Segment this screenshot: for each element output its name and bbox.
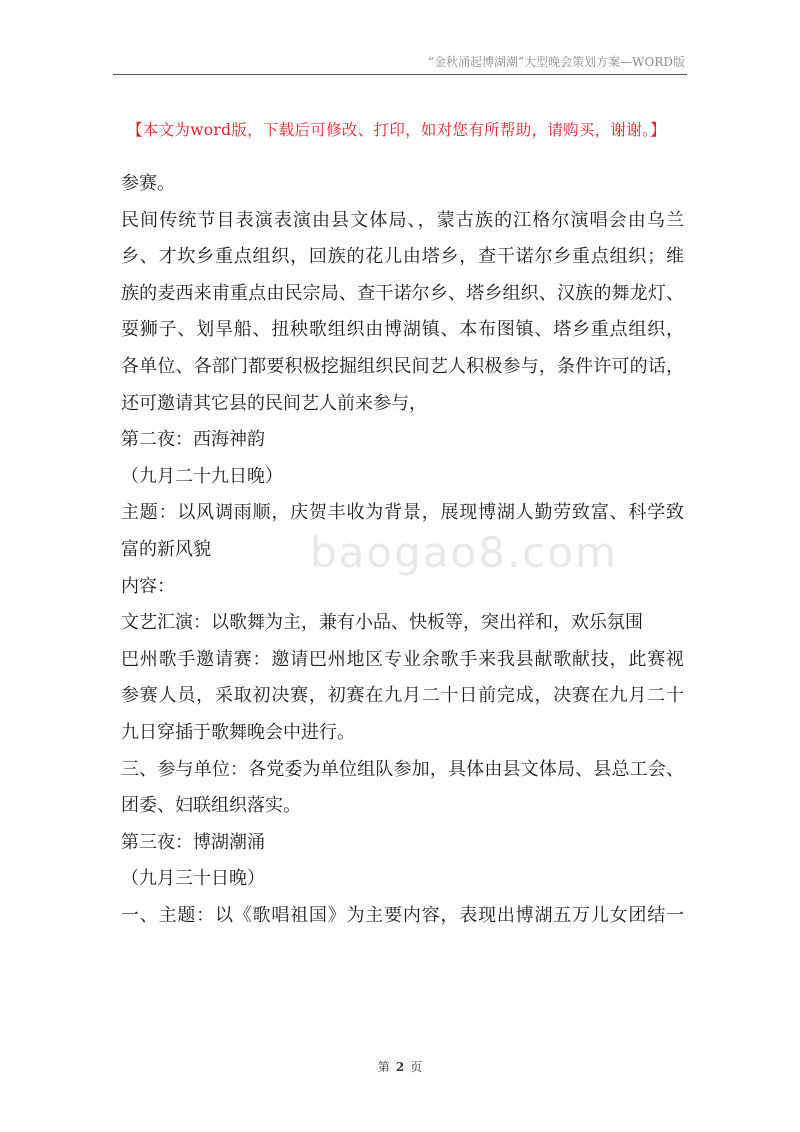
- body-line: 内容：: [121, 575, 175, 597]
- watermark: baogao8.com: [310, 528, 618, 577]
- page-header: [113, 50, 687, 75]
- body-line: 三、参与单位：各党委为单位组队参加，具体由县文体局、县总工会、: [121, 758, 684, 780]
- body-line: 参赛人员，采取初决赛，初赛在九月二十日前完成，决赛在九月二十: [121, 685, 684, 707]
- body-line: 还可邀请其它县的民间艺人前来参与，: [121, 392, 427, 414]
- section-date: （九月三十日晚）: [121, 868, 265, 890]
- body-line: 富的新风貌: [121, 538, 211, 560]
- body-line: 民间传统节目表演表演由县文体局、，蒙古族的江格尔演唱会由乌兰: [121, 209, 684, 231]
- page-label-prefix: 第: [377, 1060, 390, 1074]
- body-line: 族的麦西来甫重点由民宗局、查干诺尔乡、塔乡组织、汉族的舞龙灯、: [121, 282, 684, 304]
- section-heading: 第二夜：西海神韵: [121, 429, 265, 451]
- body-line: 团委、妇联组织落实。: [121, 795, 301, 817]
- page-footer: [0, 1058, 800, 1075]
- body-line: 耍狮子、划旱船、扭秧歌组织由博湖镇、本布图镇、塔乡重点组织，: [121, 319, 684, 341]
- document-body: [121, 166, 691, 934]
- body-line: 乡、才坎乡重点组织，回族的花儿由塔乡，查干诺尔乡重点组织；维: [121, 246, 684, 268]
- document-title: “金秋涌起博湖潮”大型晚会策划方案—WORD版: [427, 55, 685, 69]
- body-line: 主题：以风调雨顺，庆贺丰收为背景，展现博湖人勤劳致富、科学致: [121, 502, 684, 524]
- word-version-notice: 【本文为word版，下载后可修改、打印，如对您有所帮助，请购买，谢谢。】: [127, 121, 666, 139]
- page-label-suffix: 页: [410, 1060, 423, 1074]
- body-line: 一、主题：以《歌唱祖国》为主要内容，表现出博湖五万儿女团结一: [121, 904, 684, 926]
- body-line: 各单位、各部门都要积极挖掘组织民间艺人积极参与，条件许可的话，: [121, 355, 684, 377]
- body-line: 九日穿插于歌舞晚会中进行。: [121, 721, 355, 743]
- section-heading: 第三夜：博湖潮涌: [121, 831, 265, 853]
- body-line: 巴州歌手邀请赛：邀请巴州地区专业余歌手来我县献歌献技，此赛视: [121, 648, 684, 670]
- body-line: 参赛。: [121, 173, 175, 194]
- section-date: （九月二十九日晚）: [121, 465, 283, 487]
- body-line: 文艺汇演：以歌舞为主，兼有小品、快板等，突出祥和，欢乐氛围: [121, 612, 643, 634]
- page-number: 2: [395, 1060, 405, 1074]
